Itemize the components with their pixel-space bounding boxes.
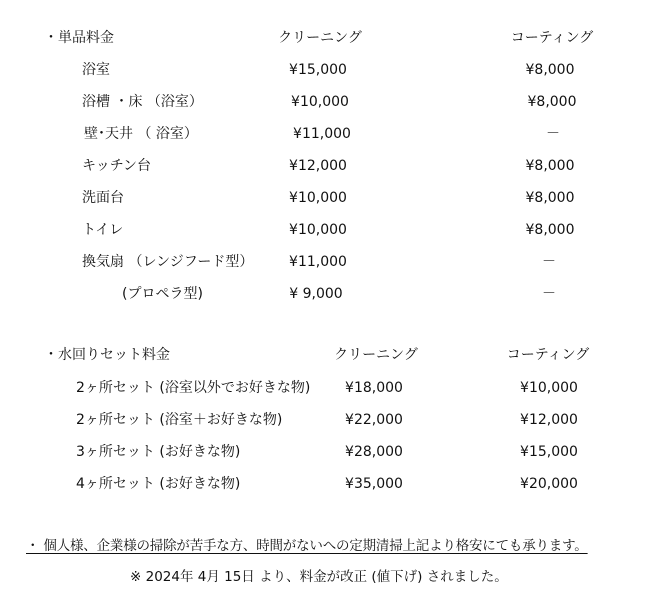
single-row-cleaning-price: ¥11,000: [289, 254, 347, 270]
single-row-cleaning-price: ¥11,000: [293, 126, 351, 142]
set-col-coating-header: コーティング: [506, 347, 590, 363]
single-row-cleaning-price: ¥10,000: [289, 222, 347, 238]
set-row-name: 4ヶ所セット (お好きな物): [76, 476, 241, 492]
set-row-cleaning-price: ¥18,000: [345, 380, 403, 396]
note-price-revision: ※ 2024年 4月 15日 より、料金が改正 (値下げ) されました。: [130, 569, 508, 585]
single-row-name: 換気扇 （レンジフード型）: [82, 254, 254, 270]
set-row-coating-price: ¥15,000: [520, 444, 578, 460]
single-row-cleaning-price: ¥ 9,000: [289, 286, 343, 302]
set-section-title: ・水回りセット料金: [44, 347, 170, 363]
single-row-name: (プロペラ型): [122, 286, 203, 302]
set-row-coating-price: ¥20,000: [520, 476, 578, 492]
single-row-cleaning-price: ¥10,000: [289, 190, 347, 206]
set-row-cleaning-price: ¥28,000: [345, 444, 403, 460]
set-row-name: 3ヶ所セット (お好きな物): [76, 444, 241, 460]
single-row-name: トイレ: [82, 222, 124, 238]
single-section-title: ・単品料金: [44, 30, 114, 46]
single-row-name: 浴室: [82, 62, 110, 78]
set-row-cleaning-price: ¥35,000: [345, 476, 403, 492]
single-row-cleaning-price: ¥12,000: [289, 158, 347, 174]
single-row-coating-price: ¥8,000: [525, 62, 575, 78]
set-col-cleaning-header: クリーニング: [334, 347, 418, 363]
set-row-coating-price: ¥12,000: [520, 412, 578, 428]
single-col-coating-header: コーティング: [510, 30, 594, 46]
single-col-cleaning-header: クリーニング: [278, 30, 362, 46]
single-row-coating-price: ¥8,000: [525, 190, 575, 206]
single-row-coating-price: ¥8,000: [525, 158, 575, 174]
single-row-coating-price: ¥8,000: [525, 222, 575, 238]
single-row-name: 洗面台: [82, 190, 124, 206]
single-row-coating-price: －: [542, 286, 556, 302]
set-row-name: 2ヶ所セット (浴室以外でお好きな物): [76, 380, 311, 396]
single-row-name: キッチン台: [82, 158, 152, 174]
set-row-cleaning-price: ¥22,000: [345, 412, 403, 428]
set-row-name: 2ヶ所セット (浴室＋お好きな物): [76, 412, 283, 428]
single-row-cleaning-price: ¥15,000: [289, 62, 347, 78]
single-row-name: 浴槽 ・床 （浴室）: [82, 94, 203, 110]
single-row-coating-price: ¥8,000: [527, 94, 577, 110]
single-row-cleaning-price: ¥10,000: [291, 94, 349, 110]
single-row-coating-price: －: [542, 254, 556, 270]
note-regular-cleaning: ・ 個人様、企業様の掃除が苦手な方、時間がないへの定期清掃上記より格安にても承ります。: [26, 538, 588, 554]
set-row-coating-price: ¥10,000: [520, 380, 578, 396]
single-row-name: 壁･天井 （ 浴室）: [84, 126, 198, 142]
single-row-coating-price: －: [546, 126, 560, 142]
